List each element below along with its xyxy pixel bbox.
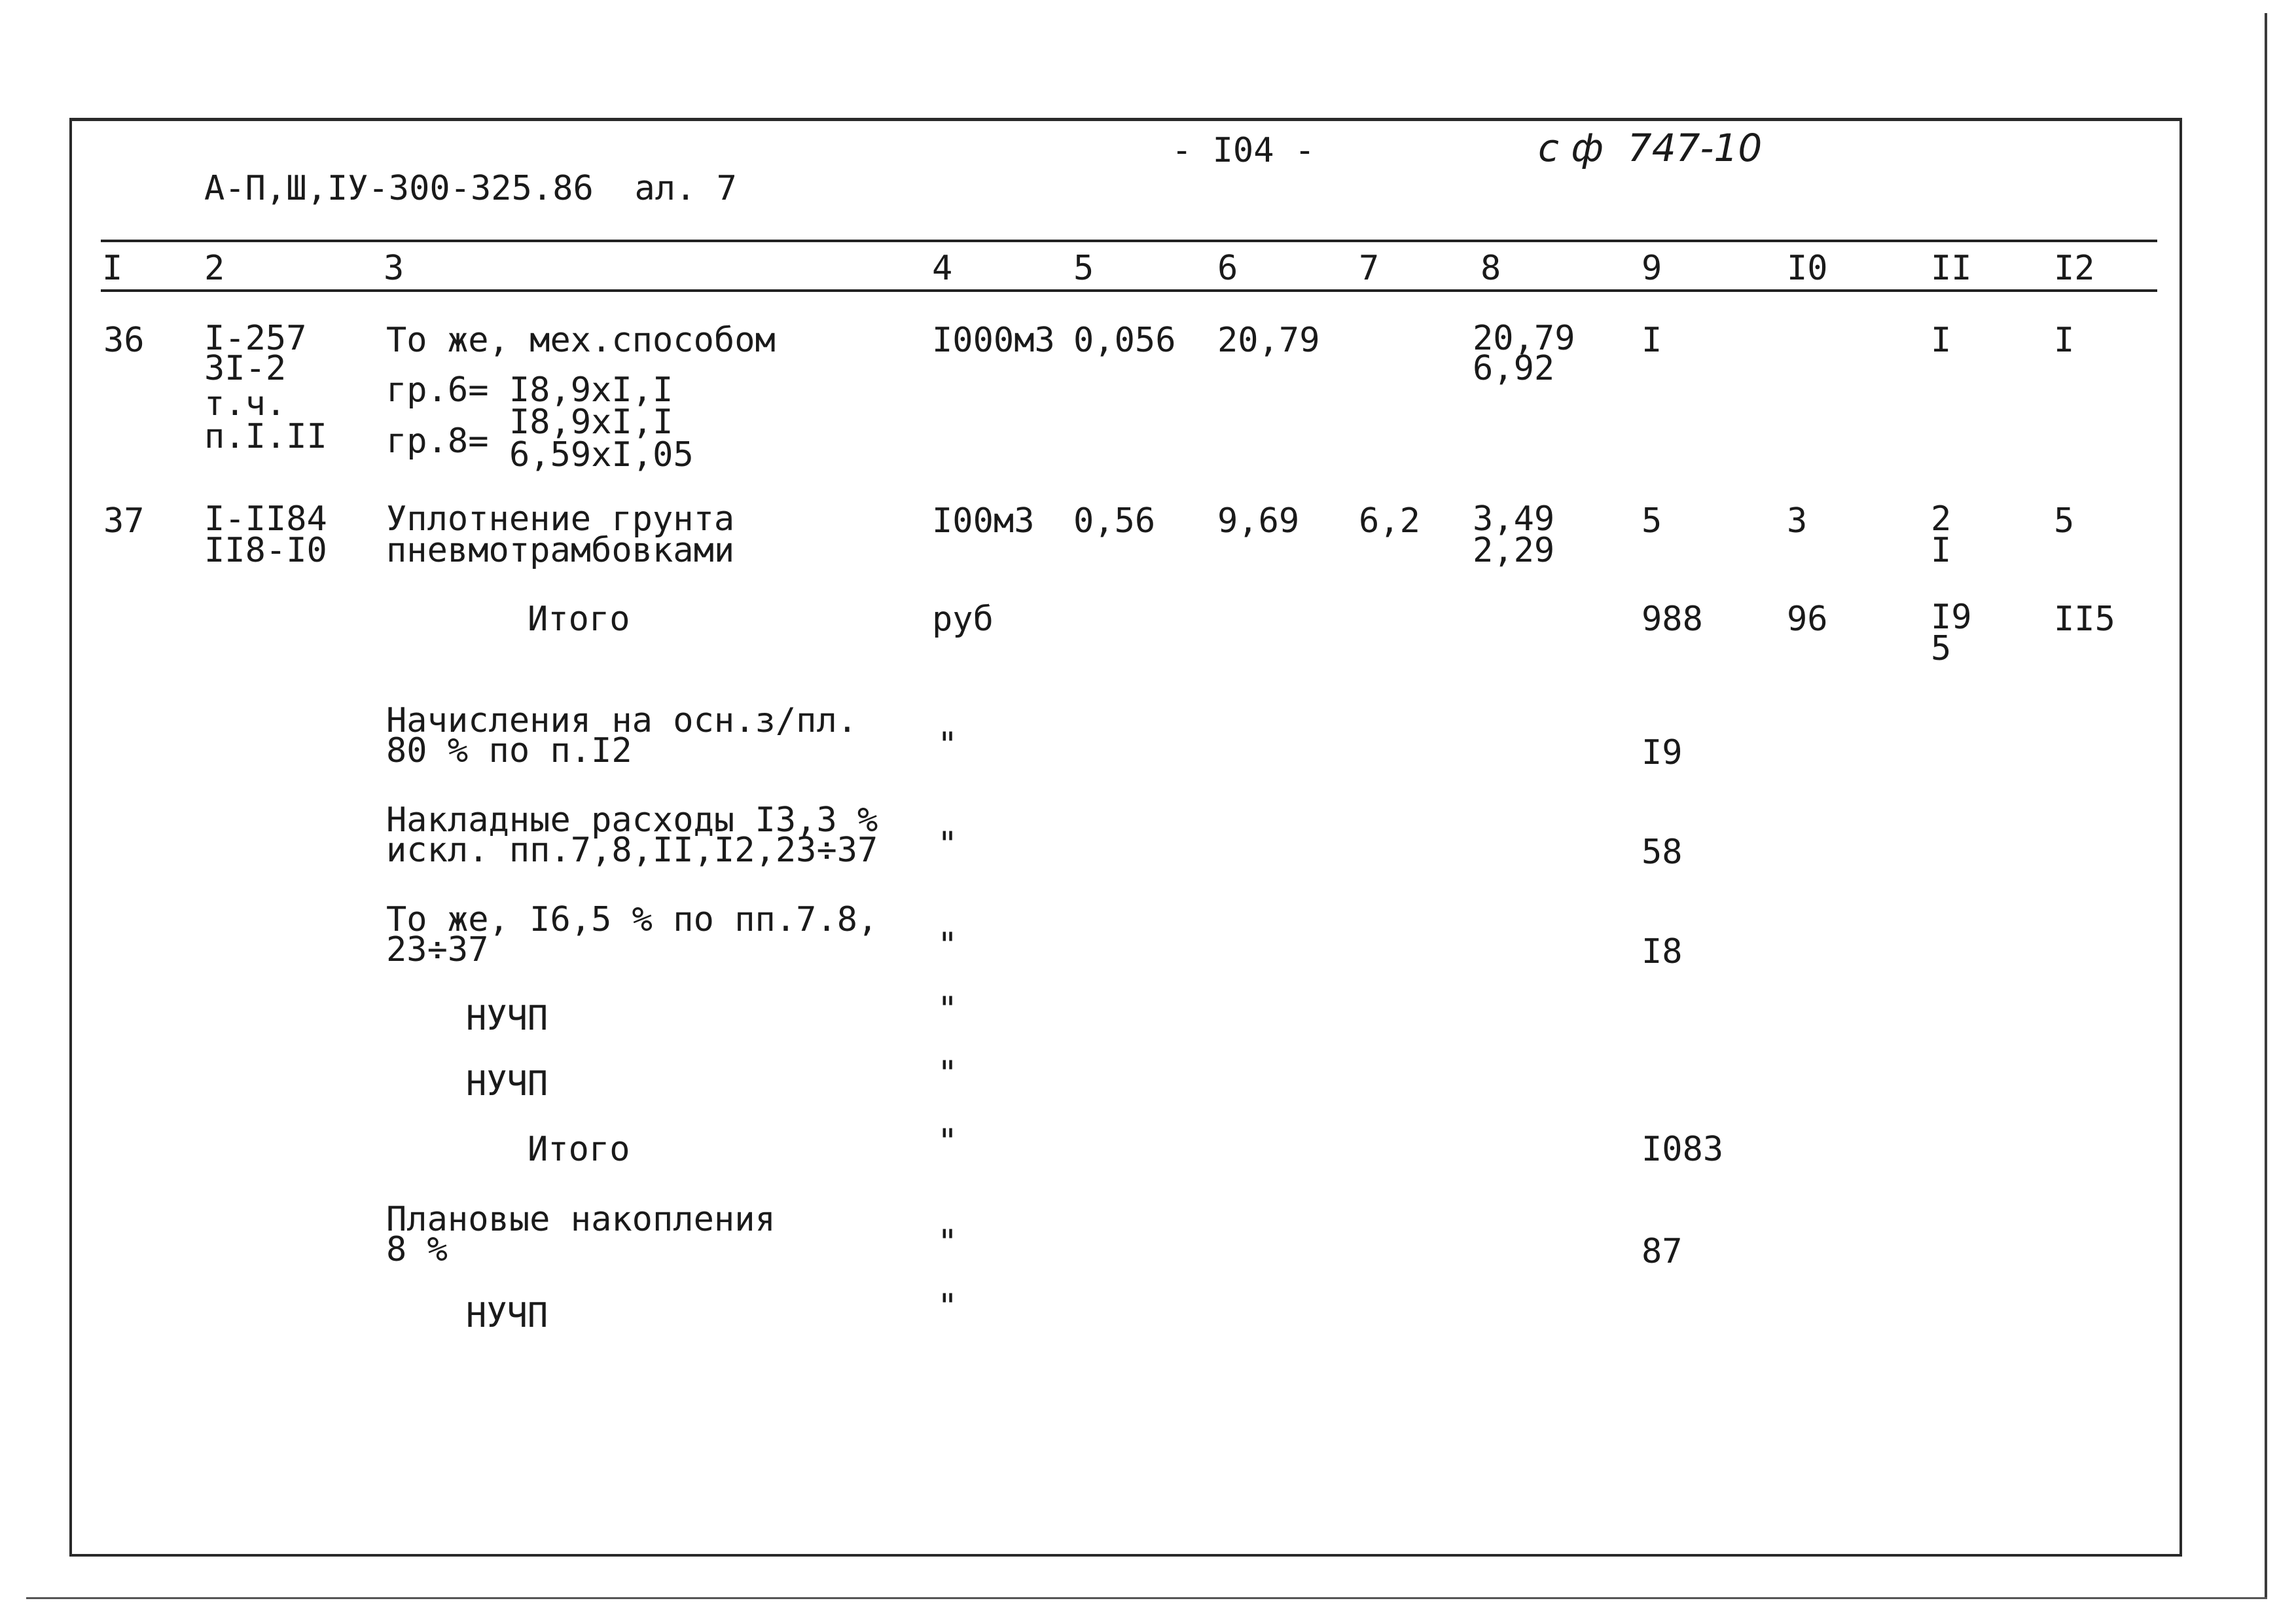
rate-code-line: т.ч. [204,384,287,424]
summary-unit: руб [932,600,994,639]
col8-value: 3,49 [1473,499,1555,539]
rate-code-line: п.I.II [204,417,327,456]
col-header-5: 5 [1073,249,1094,288]
summary-label: Начисления на осн.з/пл. [386,701,858,740]
col9-value: 58 [1641,833,1683,872]
col9-value: 988 [1641,600,1703,639]
quantity: 0,056 [1073,321,1176,360]
col11-value: 5 [1931,629,1952,668]
formula-gr8-numerator: I8,9хI,I [509,403,673,442]
ditto-mark: " [937,1287,958,1326]
col11-value: I [1931,531,1952,570]
col9-value: I [1641,321,1662,360]
summary-label: Плановые накопления [386,1200,776,1239]
ditto-mark: " [937,990,958,1029]
header-top-rule [101,240,2157,242]
ditto-mark: " [937,1122,958,1161]
ditto-mark: " [937,1223,958,1262]
col12-value: I [2054,321,2075,360]
unit: I000м3 [932,321,1055,360]
handwritten-note: с ф 747-10 [1538,126,1763,170]
col-header-7: 7 [1359,249,1380,288]
col12-value: II5 [2054,600,2115,639]
col-header-6: 6 [1217,249,1238,288]
page-number: - I04 - [1172,131,1316,170]
col10-value: 96 [1787,600,1828,639]
work-description: То же, мех.способом [386,321,776,360]
sheet-bottom-edge [26,1597,2267,1599]
col6-value: 20,79 [1217,321,1320,360]
summary-label: НУЧП [466,1064,548,1104]
work-description: Уплотнение грунта [386,499,735,539]
summary-label: НУЧП [466,999,548,1038]
quantity: 0,56 [1073,501,1156,541]
col-header-8: 8 [1480,249,1501,288]
col9-value: I8 [1641,932,1683,971]
col11-value: I [1931,321,1952,360]
col-header-11: II [1931,249,1972,288]
col8-value: 2,29 [1473,531,1555,570]
col10-value: 3 [1787,501,1808,541]
summary-label: 8 % [386,1230,448,1269]
row-number: 36 [103,321,145,360]
rate-code-line: I-II84 [204,499,327,539]
summary-label: Накладные расходы I3,3 % [386,801,878,840]
row-number: 37 [103,501,145,541]
rate-code-line: II8-I0 [204,531,327,570]
summary-label: Итого [528,1130,630,1169]
col9-value: I9 [1641,733,1683,772]
rate-code-line: I-257 [204,319,307,358]
summary-label: Итого [528,600,630,639]
col-header-2: 2 [204,249,225,288]
col11-value: 2 [1931,499,1952,539]
col9-value: 87 [1641,1232,1683,1271]
ditto-mark: " [937,825,958,864]
col-header-12: I2 [2054,249,2095,288]
formula-gr6: гр.6= I8,9хI,I [386,370,673,410]
ditto-mark: " [937,926,958,965]
col6-value: 9,69 [1217,501,1300,541]
work-description: пневмотрамбовками [386,531,735,570]
summary-label: То же, I6,5 % по пп.7.8, [386,900,878,939]
col-header-9: 9 [1641,249,1662,288]
col-header-4: 4 [932,249,953,288]
summary-label: искл. пп.7,8,II,I2,23÷37 [386,831,878,870]
summary-label: 23÷37 [386,930,489,969]
col-header-3: 3 [384,249,404,288]
col11-value: I9 [1931,598,1972,637]
header-bottom-rule [101,289,2157,292]
rate-code-line: 3I-2 [204,349,287,388]
col8-value: 6,92 [1473,349,1555,388]
col-header-10: I0 [1787,249,1828,288]
unit: I00м3 [932,501,1035,541]
formula-gr8-denominator: 6,59хI,05 [509,435,694,475]
col12-value: 5 [2054,501,2075,541]
col9-value: 5 [1641,501,1662,541]
ditto-mark: " [937,725,958,765]
col9-value: I083 [1641,1130,1724,1169]
ditto-mark: " [937,1054,958,1093]
summary-label: 80 % по п.I2 [386,731,632,770]
col7-value: 6,2 [1359,501,1420,541]
col8-value: 20,79 [1473,319,1575,358]
document-code: А-П,Ш,IУ-300-325.86 ал. 7 [204,169,737,208]
col-header-1: I [102,249,123,288]
sheet-right-edge [2265,13,2267,1597]
summary-label: НУЧП [466,1296,548,1335]
formula-gr8-label: гр.8= [386,422,489,461]
